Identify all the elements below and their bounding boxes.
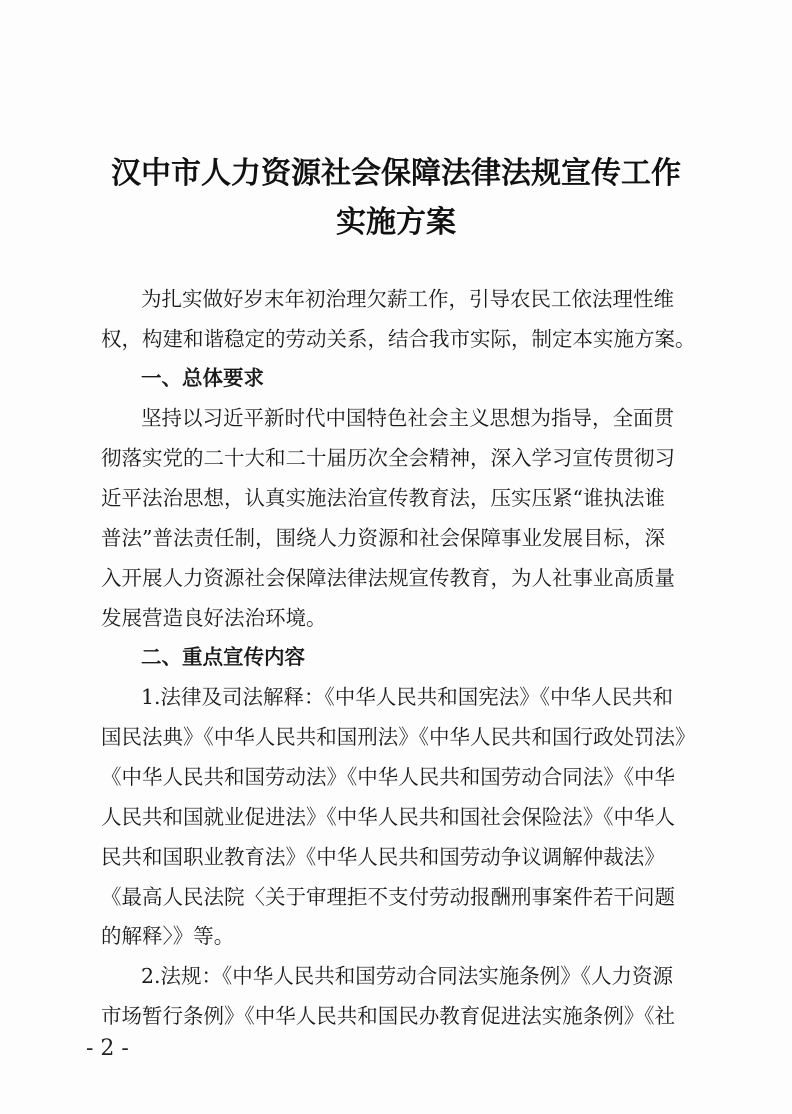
intro-line-2: 权，构建和谐稳定的劳动关系，结合我市实际，制定本实施方案。 xyxy=(101,327,696,351)
item1-line-1: 1.法律及司法解释：《中华人民共和国宪法》《中华人民共和 xyxy=(141,685,674,709)
item1-line-4: 人民共和国就业促进法》《中华人民共和国社会保险法》《中华人 xyxy=(101,805,675,829)
section1-line-4: 普法”普法责任制，围绕人力资源和社会保障事业发展目标，深 xyxy=(101,526,665,550)
item1-line-6: 《最高人民法院〈关于审理拒不支付劳动报酬刑事案件若干问题 xyxy=(101,885,675,909)
section1-line-5: 入开展人力资源社会保障法律法规宣传教育，为人社事业高质量 xyxy=(101,566,675,590)
document-title-line-1: 汉中市人力资源社会保障法律法规宣传工作 xyxy=(111,156,681,191)
item1-line-7: 的解释〉》等。 xyxy=(101,924,235,948)
intro-line-1: 为扎实做好岁末年初治理欠薪工作，引导农民工依法理性维 xyxy=(141,287,674,311)
item1-line-5: 民共和国职业教育法》《中华人民共和国劳动争议调解仲裁法》 xyxy=(101,845,665,869)
section1-line-1: 坚持以习近平新时代中国特色社会主义思想为指导，全面贯 xyxy=(141,406,674,430)
item1-line-3: 《中华人民共和国劳动法》《中华人民共和国劳动合同法》《中华 xyxy=(101,765,675,789)
item2-line-2: 市场暂行条例》《中华人民共和国民办教育促进法实施条例》《社 xyxy=(101,1004,675,1028)
section1-line-6: 发展营造良好法治环境。 xyxy=(101,606,327,630)
section1-line-2: 彻落实党的二十大和二十届历次全会精神，深入学习宣传贯彻习 xyxy=(101,446,675,470)
section-heading-1: 一、总体要求 xyxy=(141,366,264,390)
section-heading-2: 二、重点宣传内容 xyxy=(141,645,305,669)
section1-line-3: 近平法治思想，认真实施法治宣传教育法，压实压紧“谁执法谁 xyxy=(101,486,665,510)
item2-line-1: 2.法规：《中华人民共和国劳动合同法实施条例》《人力资源 xyxy=(141,964,674,988)
item1-line-2: 国民法典》《中华人民共和国刑法》《中华人民共和国行政处罚法》 xyxy=(101,725,696,749)
page-number: - 2 - xyxy=(86,1036,129,1061)
document-title-line-2: 实施方案 xyxy=(336,205,456,240)
